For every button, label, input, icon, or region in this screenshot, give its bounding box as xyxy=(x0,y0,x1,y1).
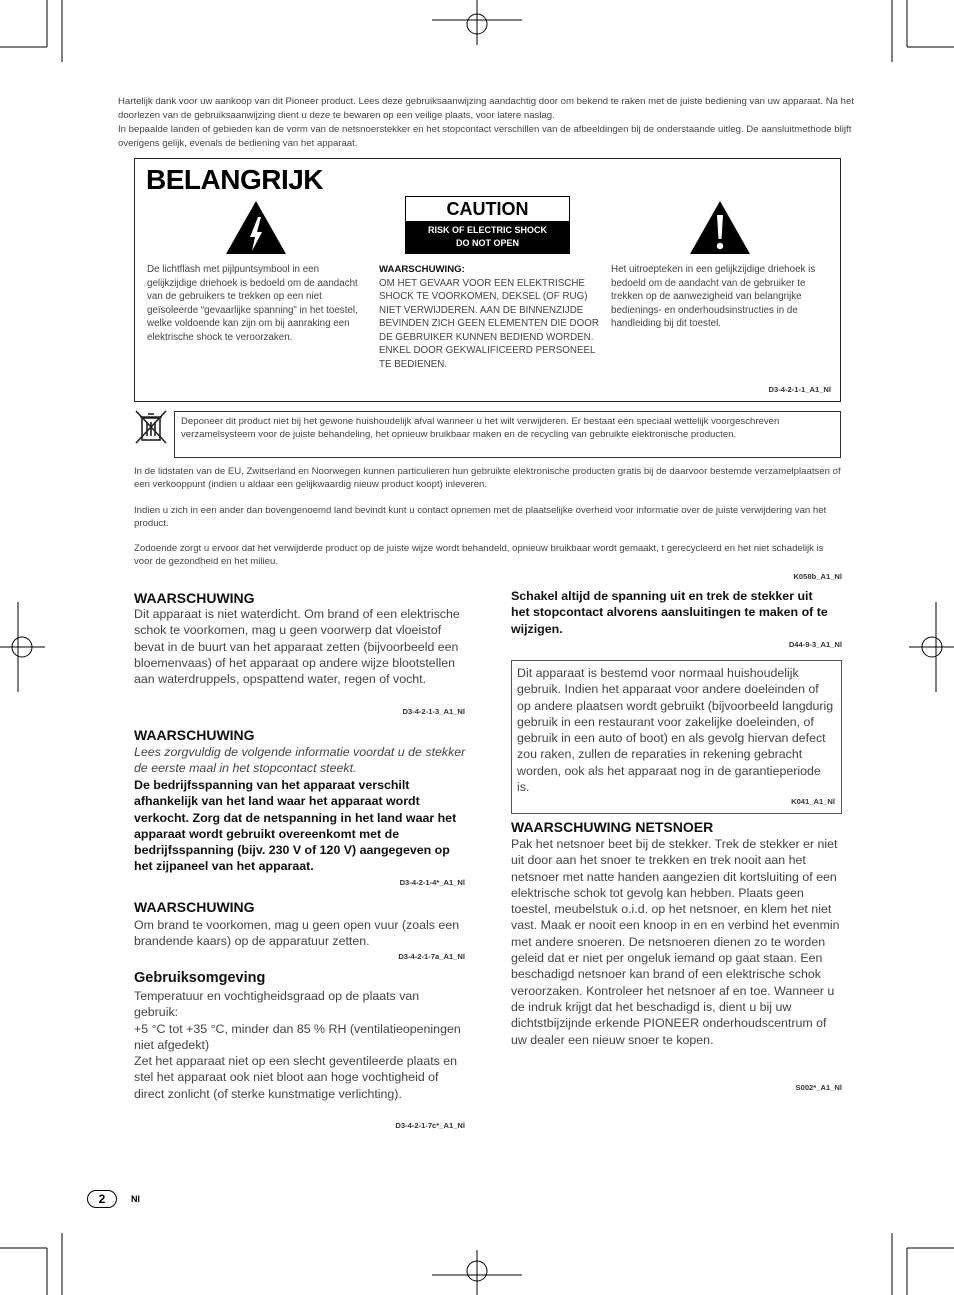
warning-italic: Lees zorgvuldig de volgende informatie voordat u de stekker de eerste maal in het stopcontact steekt. xyxy=(134,745,466,776)
caution-label xyxy=(405,196,570,254)
page-number: 2 xyxy=(87,1190,117,1208)
section-title: Gebruiksomgeving xyxy=(134,970,266,986)
caution-word: CAUTION xyxy=(446,199,529,219)
doc-code: D3-4-2-1-4*_A1_Nl xyxy=(399,878,465,887)
crossed-bin-icon xyxy=(134,409,168,445)
doc-code: D3-4-2-1-1_A1_Nl xyxy=(768,385,831,394)
intro-paragraph: Hartelijk dank voor uw aankoop van dit Pioneer product. Lees deze gebruiksaanwijzing aandachtig door om bekend te raken met de juiste bediening van uw apparaat. Na het doorlezen van de gebruiksaanwijzing dient u deze te bewaren op een veilige plaats, voor latere naslag. xyxy=(118,96,854,121)
warning-title: WAARSCHUWING xyxy=(134,899,255,915)
caution-line: RISK OF ELECTRIC SHOCK xyxy=(427,225,547,235)
weee-paragraph: Indien u zich in een ander dan bovengenoemd land bevindt kunt u contact opnemen met de plaatselijke overheid voor informatie over de juiste verwijdering van het product. xyxy=(134,505,827,529)
doc-code: D44-9-3_A1_Nl xyxy=(788,640,842,649)
language-code: Nl xyxy=(131,1194,140,1204)
intro-paragraph: In bepaalde landen of gebieden kan de vorm van de netsnoerstekker en het stopcontact verschillen van de afbeeldingen bij de onderstaande uitleg. De aansluitmethode blijft overigens gelijk, evenals de bediening van het apparaat. xyxy=(118,124,852,149)
lightning-triangle-icon xyxy=(224,199,288,256)
household-use-box xyxy=(511,660,842,814)
environment-line: +5 °C tot +35 °C, minder dan 85 % RH (ventilatieopeningen niet afgedekt) xyxy=(134,1021,461,1052)
doc-code: D3-4-2-1-7c*_A1_Nl xyxy=(395,1121,465,1130)
warning-text: OM HET GEVAAR VOOR EEN ELEKTRISCHE SHOCK TE VOORKOMEN, DEKSEL (OF RUG) NIET VERWIJDEREN. AAN DE BINNENZIJDE BEVINDEN ZICH GEEN ELEMENTEN DIE DOOR DE GEBRUIKER KUNNEN BEDIEND WORDEN. ENKEL DOOR GEKWALIFICEERD PERSONEEL TE BEDIENEN. xyxy=(379,277,599,370)
switch-off-notice: Schakel altijd de spanning uit en trek de stekker uit het stopcontact alvorens aansluitingen te maken of te wijzigen. xyxy=(511,589,828,636)
warning-title: WAARSCHUWING xyxy=(134,727,255,743)
power-cord-text: Pak het netsnoer beet bij de stekker. Trek de stekker er niet uit door aan het snoer te trekken en trek nooit aan het netsnoer met natte handen aangezien dit kortsluiting of een elektrische schok tot gevolg kan hebben. Plaats geen toestel, meubelstuk o.i.d. op het netsnoer, en klem het niet vast. Maak er nooit een knoop in en en verbind het evenmin met andere snoeren. De netsnoeren dienen zo te worden geleid dat er niet per ongeluk iemand op gaat staan. Een beschadigd netsnoer kan brand of een elektrische schok veroorzaken. Kontroleer het netsnoer af en toe. Wanneer u de indruk krijgt dat het beschadigd is, dient u bij uw dichtstbijzijnde erkende PIONEER onderhoudscentrum of uw dealer een nieuw snoer te kopen. xyxy=(511,837,840,1047)
environment-text xyxy=(134,988,466,1102)
warning-bold: De bedrijfsspanning van het apparaat verschilt afhankelijk van het land waar het apparaat wordt verkocht. Zorg dat de netspanning in het land waar het apparaat wordt gebruikt overeenkomt met de bedrijfsspanning (bijv. 230 V of 120 V) aangegeven op het zijpaneel van het apparaat. xyxy=(134,778,457,874)
warning-heading: WAARSCHUWING: xyxy=(379,264,465,275)
weee-paragraph: In de lidstaten van de EU, Zwitserland en Noorwegen kunnen particulieren hun gebruikte elektronische producten gratis bij de daarvoor bestemde verzamelplaatsen of een verkooppunt (indien u aldaar een gelijkwaardig nieuw product koopt) inleveren. xyxy=(134,466,841,490)
caution-line: DO NOT OPEN xyxy=(455,238,519,248)
warning-title: WAARSCHUWING NETSNOER xyxy=(511,819,714,835)
warning-title: WAARSCHUWING xyxy=(134,590,255,606)
doc-code: K058b_A1_Nl xyxy=(793,572,842,581)
doc-code: D3-4-2-1-7a_A1_Nl xyxy=(398,952,465,961)
environment-line: Zet het apparaat niet op een slecht geventileerde plaats en stel het apparaat ook niet bloot aan hoge vochtigheid of direct zonlicht (of sterke kunstmatige verlichting). xyxy=(134,1054,458,1101)
lightning-explanation: De lichtflash met pijlpuntsymbool in een gelijkzijdige driehoek is bedoeld om de aandacht van de gebruikers te trekken op een niet geïsoleerde “gevaarlijke spanning” in het toestel, welke voldoende kan zijn om bij aanraking een elektrische shock te veroorzaken. xyxy=(147,264,358,343)
exclamation-triangle-icon xyxy=(688,199,752,256)
intro-text xyxy=(118,95,858,151)
warning-column xyxy=(379,263,601,371)
important-title: BELANGRIJK xyxy=(146,164,324,195)
caution-band xyxy=(406,221,569,253)
doc-code: D3-4-2-1-3_A1_Nl xyxy=(402,707,465,716)
weee-notice-box xyxy=(174,411,841,458)
household-use-text: Dit apparaat is bestemd voor normaal huishoudelijk gebruik. Indien het apparaat voor andere doeleinden of op andere plaatsen wordt gebruikt (bijvoorbeeld langdurig gebruik in een restaurant voor zakelijke doeleinden, of gebruik in een auto of boot) en als gevolg hiervan defect zou raken, zullen de reparaties in rekening gebracht worden, ook als het apparaat nog in de garantieperiode is. xyxy=(517,666,834,795)
warning-text: Om brand te voorkomen, mag u geen open vuur (zoals een brandende kaars) op de apparatuur zetten. xyxy=(134,918,460,949)
doc-code: K041_A1_Nl xyxy=(791,797,835,806)
weee-paragraph: Zodoende zorgt u ervoor dat het verwijderde product op de juiste wijze wordt behandeld, opnieuw bruikbaar wordt gemaakt, t gerecycleerd en het niet schadelijk is voor de gezondheid en het milieu. xyxy=(134,543,824,567)
exclamation-explanation: Het uitroepteken in een gelijkzijdige driehoek is bedoeld om de aandacht van de gebruiker te trekken op de aanwezigheid van belangrijke bedienings- en onderhoudsinstructies in de handleiding bij dit toestel. xyxy=(611,264,816,329)
doc-code: S002*_A1_Nl xyxy=(795,1083,842,1092)
weee-notice-text: Deponeer dit product niet bij het gewone huishoudelijk afval wanneer u het wilt verwijderen. Er bestaat een speciaal wettelijk voorgeschreven verzamelsysteem voor de juiste behandeling, het opnieuw bruikbaar maken en de recycling van gebruikte elektronische producten. xyxy=(181,416,780,440)
warning-text: Dit apparaat is niet waterdicht. Om brand of een elektrische schok te voorkomen, mag u geen voorwerp dat vloeistof bevat in de buurt van het apparaat zetten (bijvoorbeeld een bloemenvaas) of het apparaat op andere wijze blootstellen aan waterdruppels, opspattend water, regen of vocht. xyxy=(134,607,460,687)
environment-line: Temperatuur en vochtigheidsgraad op de plaats van gebruik: xyxy=(134,989,420,1020)
